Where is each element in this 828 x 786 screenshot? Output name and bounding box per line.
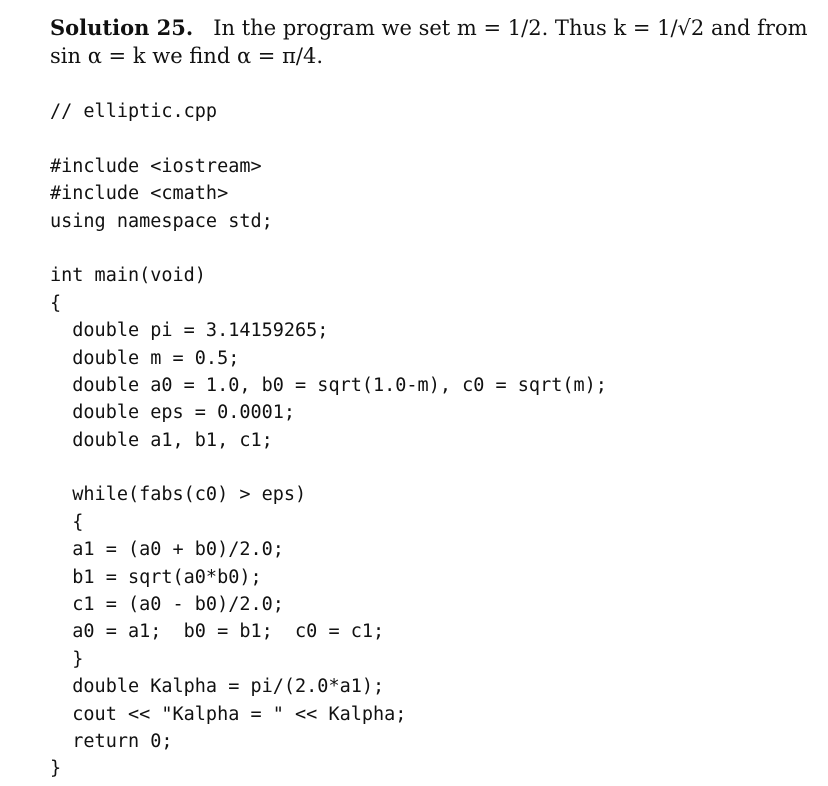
code-line: double m = 0.5;	[50, 347, 240, 369]
code-line: double a0 = 1.0, b0 = sqrt(1.0-m), c0 = sqrt(m);	[50, 374, 607, 396]
solution-heading: Solution 25.	[50, 15, 194, 40]
code-line	[50, 235, 820, 262]
solution-paragraph	[50, 14, 820, 70]
code-line: double a1, b1, c1;	[50, 429, 273, 451]
code-line: }	[50, 648, 84, 670]
code-listing	[50, 98, 820, 783]
code-line: double Kalpha = pi/(2.0*a1);	[50, 676, 385, 698]
solution-text-1: In the program we set m = 1/2. Thus k = 1/√2 and from	[213, 16, 808, 40]
code-line: a1 = (a0 + b0)/2.0;	[50, 539, 284, 561]
solution-line-2	[50, 42, 820, 70]
code-line	[50, 125, 820, 152]
code-line: {	[50, 511, 84, 533]
document-page	[50, 14, 820, 783]
code-line	[50, 454, 820, 481]
code-line: #include <iostream>	[50, 155, 262, 177]
code-line: using namespace std;	[50, 210, 273, 232]
code-line: c1 = (a0 - b0)/2.0;	[50, 594, 284, 616]
solution-text-2: sin α = k we find α = π/4.	[50, 44, 323, 68]
code-line: b1 = sqrt(a0*b0);	[50, 566, 262, 588]
code-line: }	[50, 758, 62, 780]
code-line: double pi = 3.14159265;	[50, 320, 329, 342]
solution-line-1	[50, 14, 820, 42]
code-line: #include <cmath>	[50, 183, 229, 205]
code-line: // elliptic.cpp	[50, 101, 218, 122]
code-line: a0 = a1; b0 = b1; c0 = c1;	[50, 621, 385, 643]
code-line: return 0;	[50, 730, 173, 752]
code-line: while(fabs(c0) > eps)	[50, 484, 307, 506]
code-line: int main(void)	[50, 265, 206, 287]
code-line: cout << "Kalpha = " << Kalpha;	[50, 703, 407, 725]
code-line: {	[50, 292, 62, 314]
code-line: double eps = 0.0001;	[50, 402, 296, 424]
